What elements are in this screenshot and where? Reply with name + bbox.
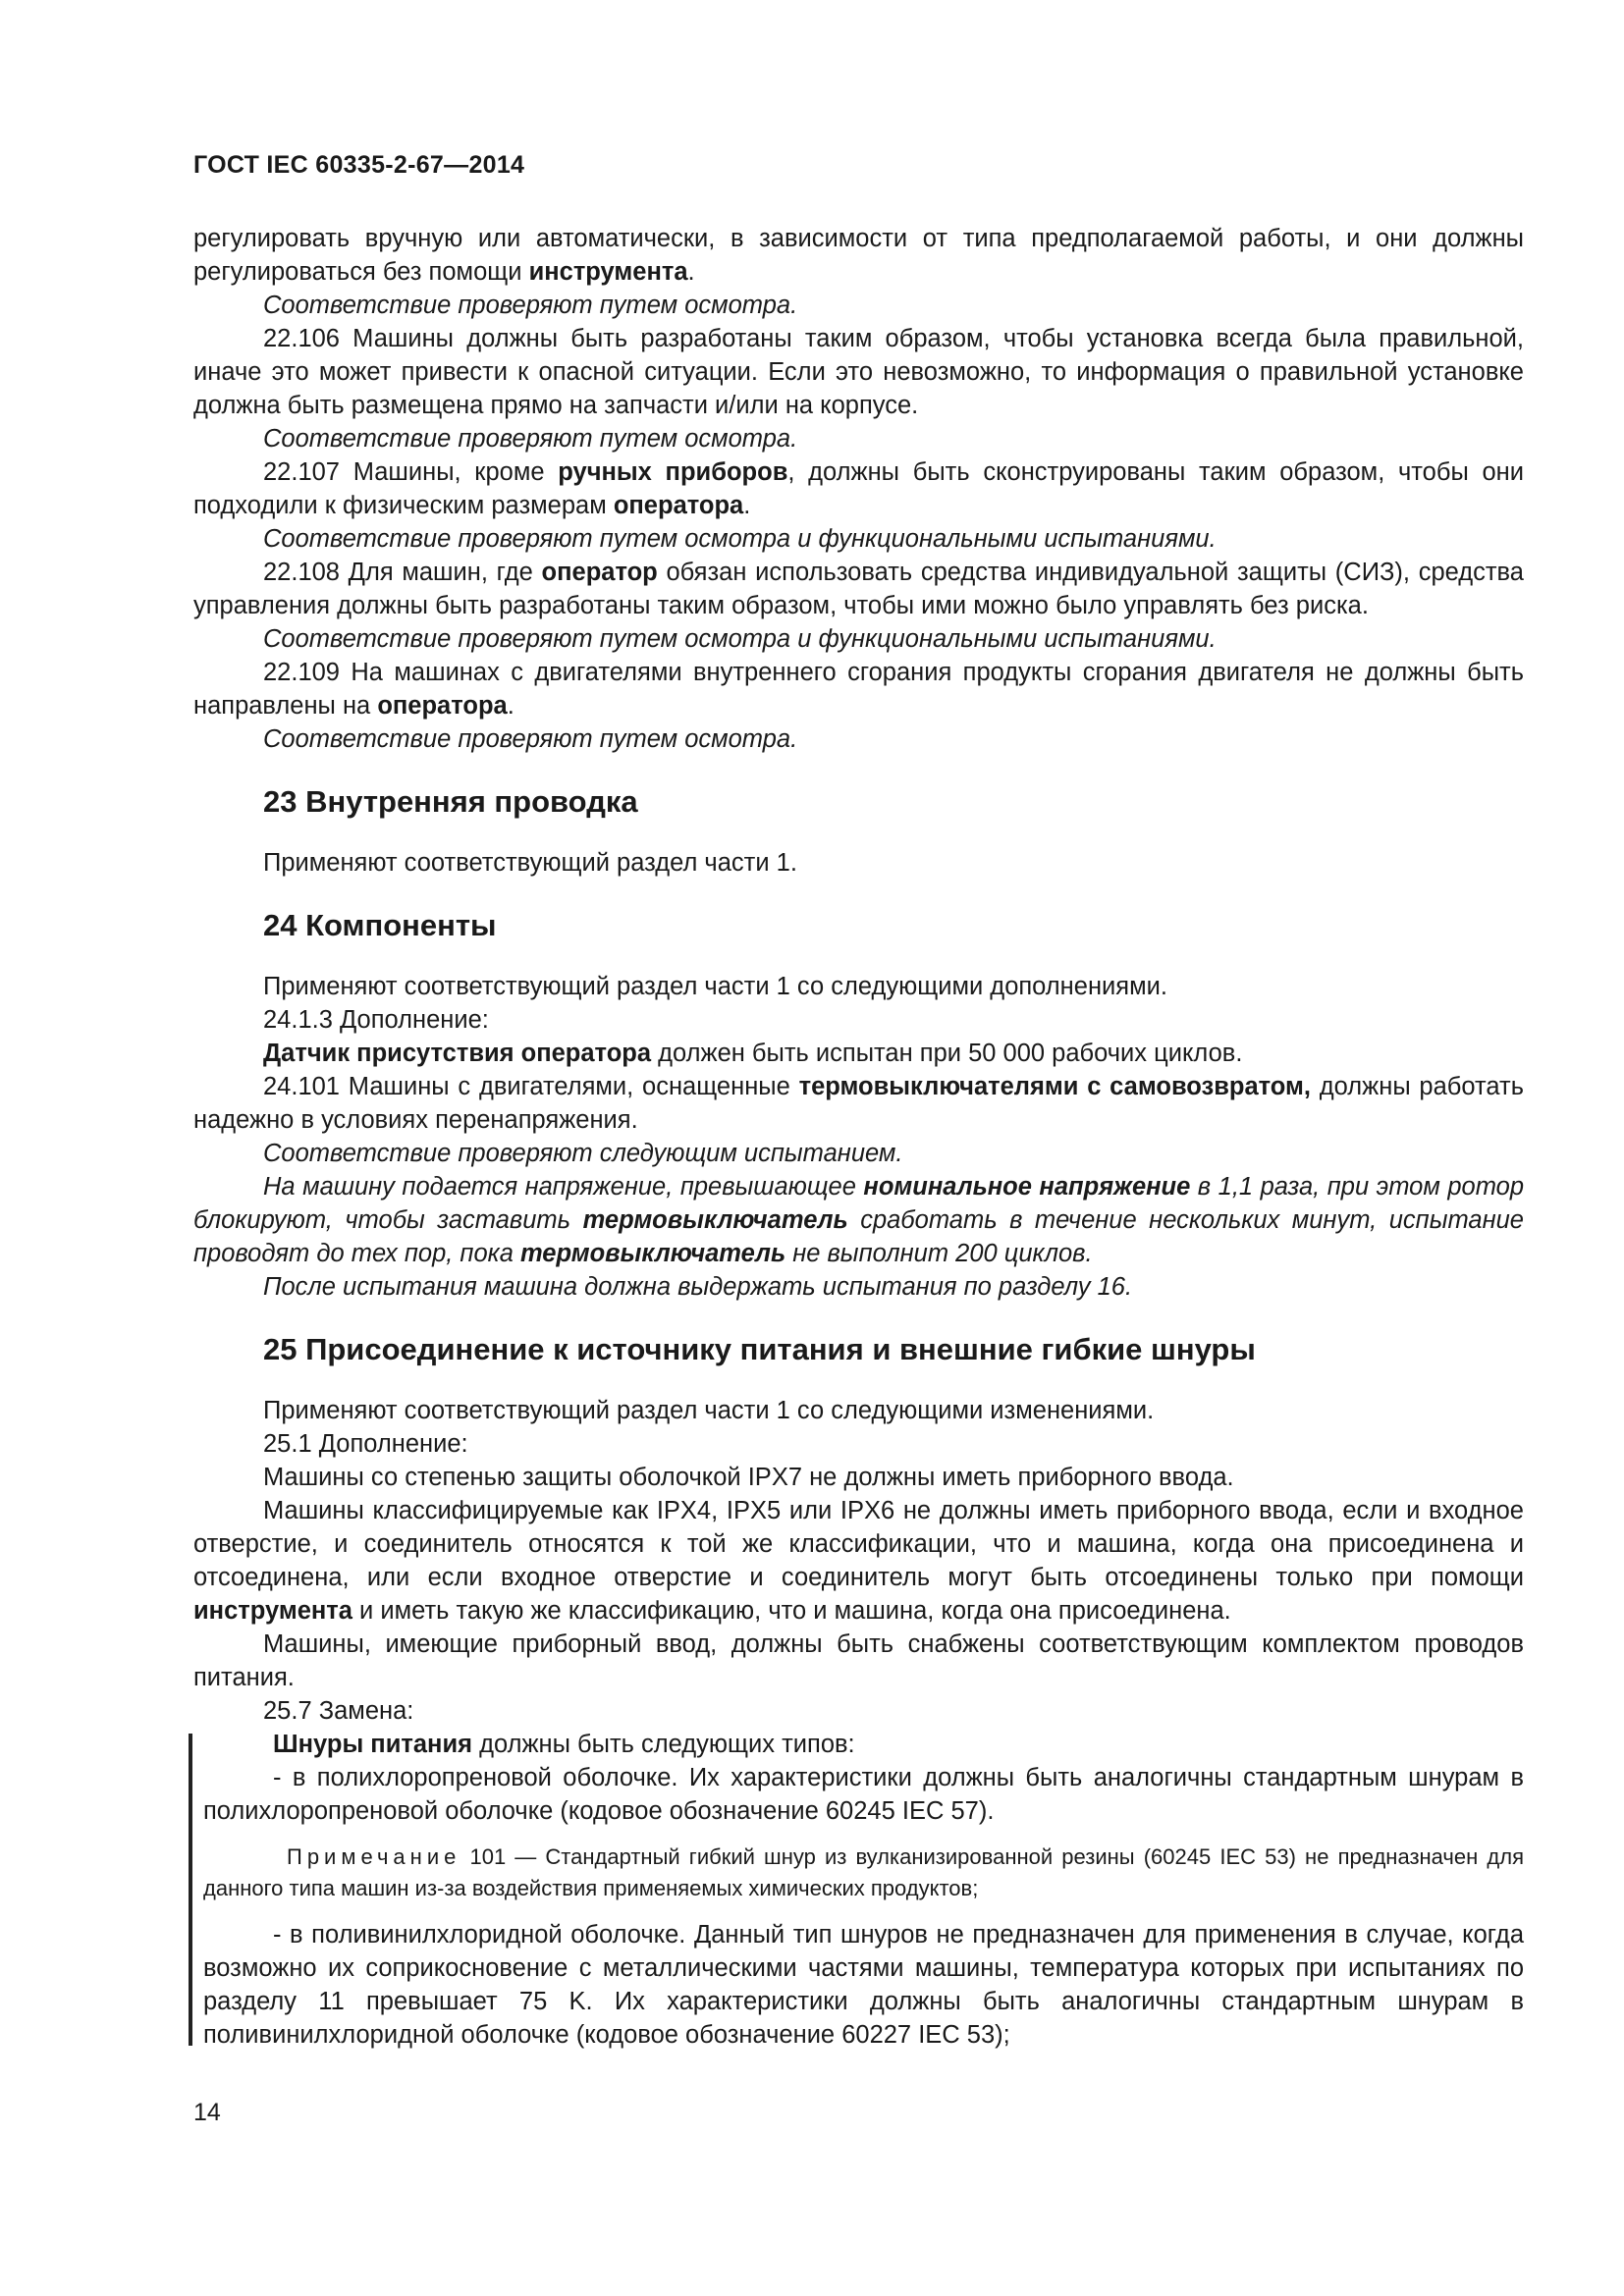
change-marker-block — [193, 1728, 1524, 2052]
list-item: - в поливинилхлоридной оболочке. Данный тип шнуров не предназначен для применения в случае, когда возможно их соприкосновение с металлическими частями машины, температура которых при испытаниях по разделу 11 превышает 75 K. Их характеристики должны быть аналогичны стандартным шнурам в поливинилхлоридной оболочке (кодовое обозначение 60227 IEC 53); — [203, 1921, 1524, 2049]
paragraph: Датчик присутствия оператора должен быть испытан при 50 000 рабочих циклов. — [263, 1040, 1243, 1067]
compliance-note: Соответствие проверяют путем осмотра. — [263, 292, 798, 319]
compliance-note: Соответствие проверяют путем осмотра. — [263, 425, 798, 453]
compliance-note: Соответствие проверяют следующим испытанием. — [263, 1140, 903, 1167]
compliance-note: Соответствие проверяют путем осмотра. — [263, 725, 798, 753]
paragraph: Шнуры питания должны быть следующих типов: — [273, 1731, 855, 1758]
document-header: ГОСТ IEC 60335-2-67—2014 — [193, 151, 525, 179]
clause-24-101: 24.101 Машины с двигателями, оснащенные термовыключателями с самовозвратом, должны работать надежно в условиях перенапряжения. — [193, 1073, 1525, 1134]
paragraph: Применяют соответствующий раздел части 1. — [263, 849, 797, 877]
paragraph: Машины, имеющие приборный ввод, должны быть снабжены соответствующим комплектом проводов питания. — [193, 1630, 1524, 1691]
paragraph: 25.7 Замена: — [263, 1697, 414, 1725]
clause-22-108: 22.108 Для машин, где оператор обязан использовать средства индивидуальной защиты (СИЗ), средства управления должны быть разработаны таким образом, чтобы ими можно было управлять без риска. — [193, 559, 1524, 619]
page-number: 14 — [193, 2099, 221, 2126]
document-body — [193, 222, 1524, 2052]
section-heading-23: 23 Внутренняя проводка — [263, 784, 638, 819]
test-description: После испытания машина должна выдержать испытания по разделу 16. — [263, 1273, 1133, 1301]
section-heading-25: 25 Присоединение к источнику питания и внешние гибкие шнуры — [263, 1332, 1256, 1366]
paragraph: 24.1.3 Дополнение: — [263, 1006, 489, 1034]
note-101: Примечание 101 — Стандартный гибкий шнур из вулканизированной резины (60245 IEC 53) не предназначен для данного типа машин из-за воздействия применяемых химических продуктов; — [203, 1844, 1524, 1900]
compliance-note: Соответствие проверяют путем осмотра и функциональными испытаниями. — [263, 525, 1217, 553]
paragraph: Машины со степенью защиты оболочкой IPX7 не должны иметь приборного ввода. — [263, 1464, 1234, 1491]
paragraph: Применяют соответствующий раздел части 1 со следующими изменениями. — [263, 1397, 1155, 1424]
clause-22-109: 22.109 На машинах с двигателями внутреннего сгорания продукты сгорания двигателя не должны быть направлены на оператора. — [193, 659, 1524, 720]
paragraph: Применяют соответствующий раздел части 1 со следующими дополнениями. — [263, 973, 1167, 1000]
compliance-note: Соответствие проверяют путем осмотра и функциональными испытаниями. — [263, 625, 1217, 653]
paragraph: Машины классифицируемые как IPX4, IPX5 или IPX6 не должны иметь приборного ввода, если и входное отверстие, и соединитель относятся к той же классификации, что и машина, когда она присоединена и отсоединена, или если входное отверстие и соединитель могут быть отсоединены только при помощи инструмента и иметь такую же классификацию, что и машина, когда она присоединена. — [193, 1497, 1524, 1625]
paragraph: регулировать вручную или автоматически, в зависимости от типа предполагаемой работы, и они должны регулироваться без помощи инструмента. — [193, 225, 1524, 286]
clause-22-107: 22.107 Машины, кроме ручных приборов, должны быть сконструированы таким образом, чтобы они подходили к физическим размерам оператора. — [193, 458, 1525, 519]
test-description: На машину подается напряжение, превышающее номинальное напряжение в 1,1 раза, при этом ротор блокируют, чтобы заставить термовыключатель сработать в течение нескольких минут, испытание проводят до тех пор, пока термовыключатель не выполнит 200 циклов. — [193, 1173, 1525, 1267]
list-item: - в полихлоропреновой оболочке. Их характеристики должны быть аналогичны стандартным шнурам в полихлоропреновой оболочке (кодовое обозначение 60245 IEC 57). — [203, 1764, 1524, 1825]
section-heading-24: 24 Компоненты — [263, 908, 497, 942]
clause-22-106: 22.106 Машины должны быть разработаны таким образом, чтобы установка всегда была правильной, иначе это может привести к опасной ситуации. Если это невозможно, то информация о правильной установке должна быть размещена прямо на запчасти и/или на корпусе. — [193, 325, 1524, 419]
paragraph: 25.1 Дополнение: — [263, 1430, 468, 1458]
